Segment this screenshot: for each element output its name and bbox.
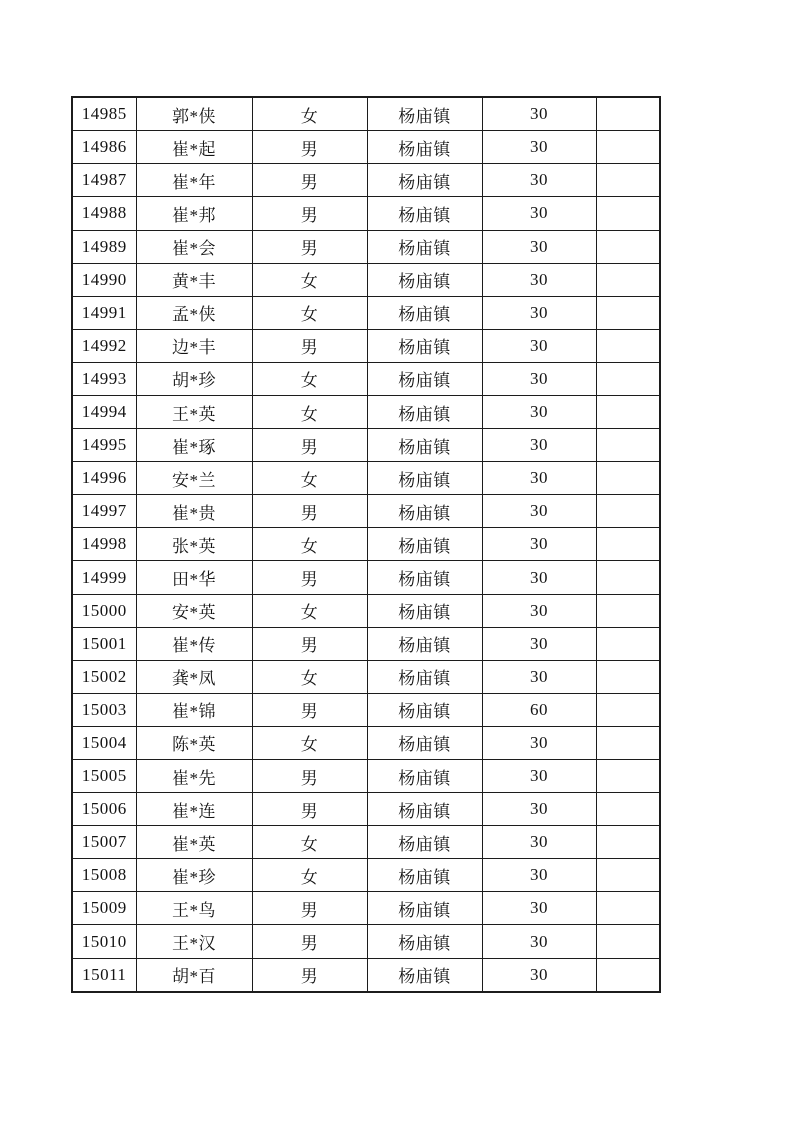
table-row [72,561,660,594]
cell-town: 杨庙镇 [367,462,482,495]
cell-extra [596,892,660,925]
cell-name: 安*兰 [136,462,252,495]
cell-amount: 30 [482,164,596,197]
cell-gender: 女 [252,97,367,131]
cell-town: 杨庙镇 [367,826,482,859]
cell-extra [596,826,660,859]
records-table-body [72,97,660,992]
cell-amount: 60 [482,693,596,726]
table-row [72,726,660,759]
cell-town: 杨庙镇 [367,660,482,693]
table-row [72,627,660,660]
cell-name: 胡*百 [136,958,252,992]
cell-name: 崔*传 [136,627,252,660]
cell-extra [596,528,660,561]
cell-gender: 男 [252,561,367,594]
cell-id: 14993 [72,362,136,395]
cell-amount: 30 [482,97,596,131]
cell-town: 杨庙镇 [367,925,482,958]
cell-extra [596,197,660,230]
cell-town: 杨庙镇 [367,693,482,726]
cell-name: 孟*侠 [136,296,252,329]
table-row [72,263,660,296]
cell-extra [596,958,660,992]
cell-amount: 30 [482,627,596,660]
cell-id: 14988 [72,197,136,230]
cell-id: 14994 [72,395,136,428]
cell-gender: 女 [252,296,367,329]
cell-id: 15009 [72,892,136,925]
cell-amount: 30 [482,230,596,263]
cell-gender: 女 [252,726,367,759]
cell-id: 15002 [72,660,136,693]
cell-gender: 男 [252,495,367,528]
cell-gender: 男 [252,329,367,362]
cell-gender: 女 [252,263,367,296]
cell-gender: 男 [252,197,367,230]
cell-extra [596,561,660,594]
cell-id: 14987 [72,164,136,197]
cell-id: 14995 [72,429,136,462]
table-row [72,197,660,230]
cell-amount: 30 [482,263,596,296]
cell-amount: 30 [482,429,596,462]
cell-town: 杨庙镇 [367,97,482,131]
table-row [72,429,660,462]
cell-extra [596,462,660,495]
cell-extra [596,925,660,958]
cell-gender: 女 [252,362,367,395]
cell-town: 杨庙镇 [367,164,482,197]
cell-gender: 女 [252,859,367,892]
cell-amount: 30 [482,726,596,759]
cell-amount: 30 [482,462,596,495]
cell-gender: 女 [252,528,367,561]
cell-id: 15005 [72,760,136,793]
cell-amount: 30 [482,296,596,329]
cell-town: 杨庙镇 [367,561,482,594]
cell-id: 14999 [72,561,136,594]
cell-town: 杨庙镇 [367,296,482,329]
cell-name: 王*鸟 [136,892,252,925]
cell-town: 杨庙镇 [367,958,482,992]
table-row [72,594,660,627]
cell-name: 崔*年 [136,164,252,197]
cell-name: 郭*侠 [136,97,252,131]
cell-town: 杨庙镇 [367,793,482,826]
cell-id: 15001 [72,627,136,660]
cell-town: 杨庙镇 [367,230,482,263]
cell-town: 杨庙镇 [367,131,482,164]
cell-name: 边*丰 [136,329,252,362]
cell-extra [596,296,660,329]
cell-gender: 男 [252,793,367,826]
cell-id: 14992 [72,329,136,362]
cell-gender: 男 [252,627,367,660]
cell-extra [596,395,660,428]
cell-gender: 男 [252,131,367,164]
cell-extra [596,429,660,462]
cell-town: 杨庙镇 [367,528,482,561]
cell-amount: 30 [482,925,596,958]
cell-town: 杨庙镇 [367,495,482,528]
cell-amount: 30 [482,528,596,561]
cell-id: 14998 [72,528,136,561]
cell-amount: 30 [482,660,596,693]
cell-name: 崔*会 [136,230,252,263]
cell-amount: 30 [482,859,596,892]
cell-gender: 男 [252,164,367,197]
cell-town: 杨庙镇 [367,859,482,892]
table-row [72,395,660,428]
cell-gender: 男 [252,892,367,925]
cell-town: 杨庙镇 [367,362,482,395]
cell-id: 15007 [72,826,136,859]
cell-extra [596,760,660,793]
table-row [72,164,660,197]
table-row [72,495,660,528]
cell-amount: 30 [482,958,596,992]
cell-id: 14989 [72,230,136,263]
cell-gender: 女 [252,594,367,627]
cell-gender: 男 [252,958,367,992]
cell-amount: 30 [482,760,596,793]
cell-extra [596,859,660,892]
cell-extra [596,693,660,726]
cell-town: 杨庙镇 [367,395,482,428]
cell-amount: 30 [482,395,596,428]
cell-amount: 30 [482,826,596,859]
cell-id: 15011 [72,958,136,992]
table-row [72,760,660,793]
cell-id: 14985 [72,97,136,131]
cell-town: 杨庙镇 [367,329,482,362]
table-row [72,528,660,561]
table-row [72,329,660,362]
cell-amount: 30 [482,362,596,395]
cell-extra [596,627,660,660]
cell-name: 王*英 [136,395,252,428]
table-row [72,859,660,892]
cell-gender: 女 [252,826,367,859]
cell-name: 崔*连 [136,793,252,826]
cell-id: 14996 [72,462,136,495]
cell-gender: 男 [252,693,367,726]
table-row [72,958,660,992]
cell-gender: 男 [252,230,367,263]
table-row [72,793,660,826]
table-row [72,826,660,859]
cell-amount: 30 [482,329,596,362]
cell-town: 杨庙镇 [367,429,482,462]
cell-town: 杨庙镇 [367,892,482,925]
cell-name: 崔*邦 [136,197,252,230]
cell-extra [596,495,660,528]
cell-name: 龚*凤 [136,660,252,693]
cell-amount: 30 [482,594,596,627]
cell-name: 王*汉 [136,925,252,958]
cell-name: 崔*锦 [136,693,252,726]
cell-extra [596,660,660,693]
cell-name: 崔*琢 [136,429,252,462]
cell-town: 杨庙镇 [367,726,482,759]
cell-id: 15000 [72,594,136,627]
cell-town: 杨庙镇 [367,760,482,793]
cell-gender: 男 [252,760,367,793]
cell-extra [596,164,660,197]
cell-amount: 30 [482,197,596,230]
cell-gender: 女 [252,660,367,693]
cell-town: 杨庙镇 [367,197,482,230]
cell-name: 崔*起 [136,131,252,164]
table-row [72,97,660,131]
cell-name: 崔*先 [136,760,252,793]
cell-extra [596,362,660,395]
cell-id: 15004 [72,726,136,759]
cell-name: 胡*珍 [136,362,252,395]
table-row [72,925,660,958]
cell-town: 杨庙镇 [367,263,482,296]
cell-town: 杨庙镇 [367,594,482,627]
cell-gender: 女 [252,462,367,495]
cell-id: 15003 [72,693,136,726]
cell-gender: 女 [252,395,367,428]
table-row [72,131,660,164]
cell-amount: 30 [482,561,596,594]
cell-id: 15006 [72,793,136,826]
cell-extra [596,329,660,362]
cell-name: 崔*英 [136,826,252,859]
cell-id: 14991 [72,296,136,329]
cell-name: 陈*英 [136,726,252,759]
cell-name: 张*英 [136,528,252,561]
cell-gender: 男 [252,429,367,462]
cell-name: 崔*贵 [136,495,252,528]
cell-id: 14986 [72,131,136,164]
cell-amount: 30 [482,892,596,925]
cell-name: 崔*珍 [136,859,252,892]
cell-extra [596,230,660,263]
cell-extra [596,594,660,627]
table-row [72,693,660,726]
cell-extra [596,131,660,164]
cell-extra [596,263,660,296]
table-row [72,230,660,263]
cell-id: 15010 [72,925,136,958]
cell-name: 安*英 [136,594,252,627]
table-row [72,462,660,495]
cell-amount: 30 [482,495,596,528]
records-table [71,96,661,993]
cell-amount: 30 [482,131,596,164]
cell-extra [596,97,660,131]
cell-id: 14990 [72,263,136,296]
cell-town: 杨庙镇 [367,627,482,660]
table-row [72,660,660,693]
cell-gender: 男 [252,925,367,958]
cell-id: 14997 [72,495,136,528]
cell-name: 黄*丰 [136,263,252,296]
cell-extra [596,726,660,759]
table-row [72,296,660,329]
cell-id: 15008 [72,859,136,892]
cell-name: 田*华 [136,561,252,594]
cell-extra [596,793,660,826]
table-row [72,362,660,395]
table-row [72,892,660,925]
cell-amount: 30 [482,793,596,826]
